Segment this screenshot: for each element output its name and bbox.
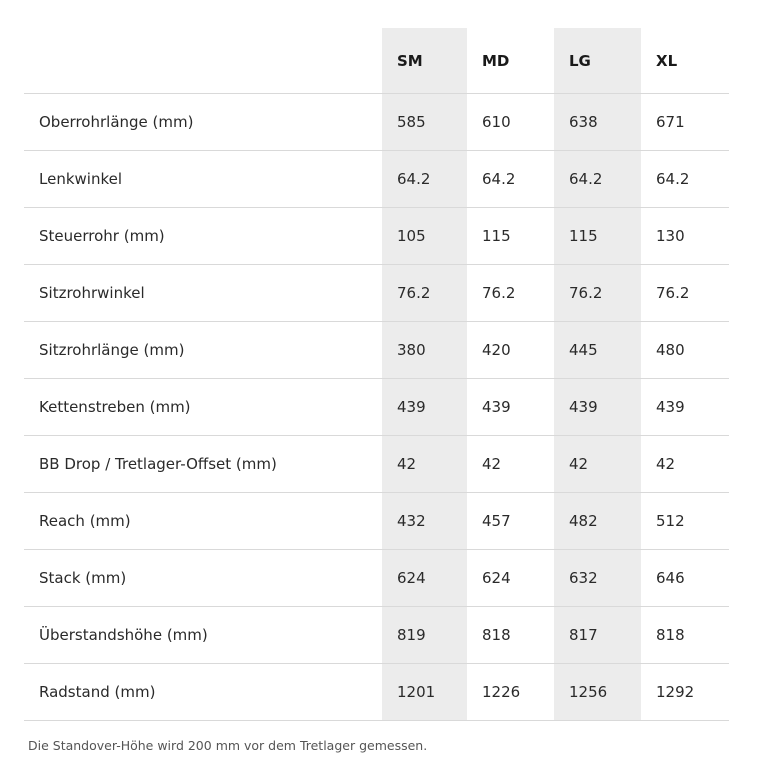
cell-xl: 818 [641,607,729,664]
cell-xl: 439 [641,379,729,436]
cell-md: 457 [467,493,554,550]
cell-xl: 130 [641,208,729,265]
table-row [24,436,729,493]
row-label: Sitzrohrlänge (mm) [24,322,382,379]
cell-md: 610 [467,94,554,151]
cell-md: 818 [467,607,554,664]
cell-sm: 585 [382,94,467,151]
table-row [24,550,729,607]
table-row [24,493,729,550]
cell-md: 420 [467,322,554,379]
column-header-xl: XL [641,28,729,94]
cell-sm: 432 [382,493,467,550]
cell-sm: 105 [382,208,467,265]
cell-md: 1226 [467,664,554,721]
row-label: Radstand (mm) [24,664,382,721]
cell-sm: 439 [382,379,467,436]
cell-xl: 1292 [641,664,729,721]
table-row [24,607,729,664]
column-header-sm: SM [382,28,467,94]
cell-lg: 115 [554,208,641,265]
cell-md: 42 [467,436,554,493]
cell-sm: 819 [382,607,467,664]
column-header-md: MD [467,28,554,94]
cell-xl: 671 [641,94,729,151]
row-label: Kettenstreben (mm) [24,379,382,436]
table-row [24,664,729,721]
row-label: Steuerrohr (mm) [24,208,382,265]
table-body [24,94,729,721]
cell-md: 64.2 [467,151,554,208]
cell-xl: 512 [641,493,729,550]
cell-md: 624 [467,550,554,607]
row-label: Überstandshöhe (mm) [24,607,382,664]
cell-sm: 380 [382,322,467,379]
cell-sm: 1201 [382,664,467,721]
table-row [24,265,729,322]
row-label: Stack (mm) [24,550,382,607]
table-row [24,379,729,436]
cell-lg: 817 [554,607,641,664]
table-row [24,322,729,379]
cell-xl: 480 [641,322,729,379]
row-label: Reach (mm) [24,493,382,550]
cell-sm: 42 [382,436,467,493]
row-label: BB Drop / Tretlager-Offset (mm) [24,436,382,493]
table-row [24,151,729,208]
cell-md: 115 [467,208,554,265]
table-row [24,94,729,151]
cell-lg: 482 [554,493,641,550]
cell-lg: 76.2 [554,265,641,322]
row-label: Lenkwinkel [24,151,382,208]
column-header-lg: LG [554,28,641,94]
header-empty-cell [24,28,382,94]
cell-xl: 64.2 [641,151,729,208]
header-row [24,28,729,94]
cell-lg: 64.2 [554,151,641,208]
cell-lg: 632 [554,550,641,607]
cell-lg: 638 [554,94,641,151]
geometry-table [24,28,729,721]
cell-sm: 624 [382,550,467,607]
cell-lg: 1256 [554,664,641,721]
cell-md: 76.2 [467,265,554,322]
row-label: Sitzrohrwinkel [24,265,382,322]
row-label: Oberrohrlänge (mm) [24,94,382,151]
cell-lg: 439 [554,379,641,436]
cell-lg: 445 [554,322,641,379]
cell-lg: 42 [554,436,641,493]
cell-xl: 76.2 [641,265,729,322]
cell-sm: 76.2 [382,265,467,322]
cell-xl: 42 [641,436,729,493]
footnote: Die Standover-Höhe wird 200 mm vor dem Tretlager gemessen. [28,738,428,753]
cell-sm: 64.2 [382,151,467,208]
cell-md: 439 [467,379,554,436]
table-row [24,208,729,265]
cell-xl: 646 [641,550,729,607]
